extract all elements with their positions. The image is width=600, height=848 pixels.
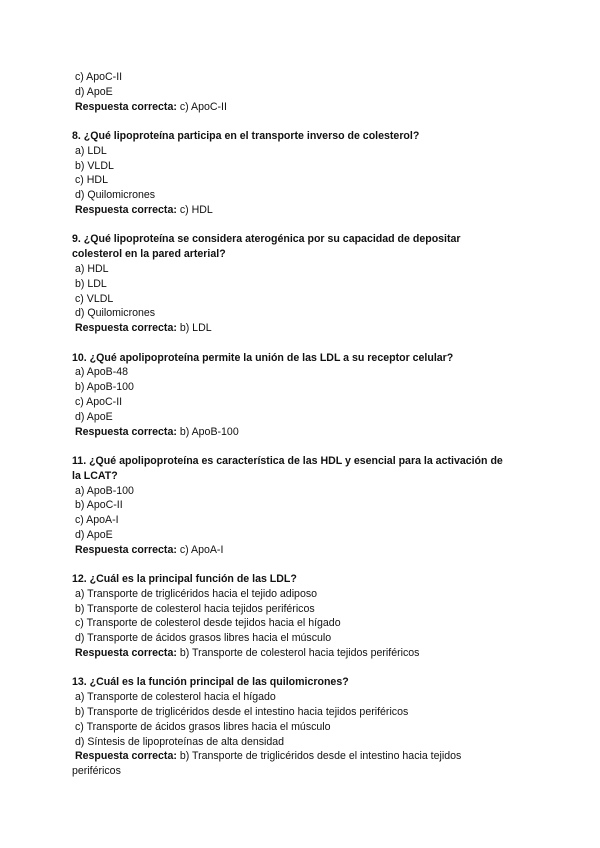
- option-d: d) Quilomicrones: [75, 189, 156, 202]
- answer-label: Respuesta correcta:: [75, 750, 177, 763]
- question-block-12: [72, 572, 528, 661]
- option-d: d) ApoE: [75, 85, 113, 98]
- answer-value: c) ApoC-II: [176, 100, 227, 113]
- question-text-continuation: colesterol en la pared arterial?: [72, 248, 226, 261]
- question-text: 10. ¿Qué apolipoproteína permite la unión de las LDL a su receptor celular?: [72, 351, 454, 364]
- correct-answer: [72, 321, 528, 336]
- question-block-11: [72, 454, 528, 558]
- option-d: d) Síntesis de lipoproteínas de alta densidad: [75, 735, 285, 748]
- option-d: d) ApoE: [75, 410, 113, 423]
- answer-value: c) HDL: [176, 203, 213, 216]
- question-block-8: [72, 129, 528, 218]
- option-d: d) Transporte de ácidos grasos libres hacia el músculo: [75, 632, 332, 645]
- answer-label: Respuesta correcta:: [75, 322, 177, 335]
- answer-value: b) ApoB-100: [176, 425, 239, 438]
- page-content: [72, 70, 528, 779]
- option-b: b) Transporte de triglicéridos desde el intestino hacia tejidos periféricos: [75, 706, 409, 719]
- correct-answer: [72, 543, 528, 558]
- option-d: d) ApoE: [75, 528, 113, 541]
- question-block-9: [72, 232, 528, 336]
- option-a: a) Transporte de colesterol hacia el hígado: [75, 691, 276, 704]
- correct-answer: [72, 749, 528, 764]
- option-a: a) LDL: [75, 144, 107, 157]
- question-text: 13. ¿Cuál es la función principal de las quilomicrones?: [72, 676, 349, 689]
- correct-answer: [72, 646, 528, 661]
- correct-answer: [72, 425, 528, 440]
- question-text: 9. ¿Qué lipoproteína se considera aterogénica por su capacidad de depositar: [72, 233, 461, 246]
- option-a: a) ApoB-100: [75, 484, 134, 497]
- option-c: c) ApoC-II: [75, 395, 123, 408]
- answer-value: b) Transporte de triglicéridos desde el intestino hacia tejidos: [176, 750, 462, 763]
- option-b: b) ApoC-II: [75, 499, 123, 512]
- option-c: c) HDL: [75, 174, 108, 187]
- answer-value-continuation: periféricos: [72, 765, 121, 778]
- option-c: c) Transporte de ácidos grasos libres hacia el músculo: [75, 720, 331, 733]
- option-c: c) VLDL: [75, 292, 114, 305]
- option-a: a) ApoB-48: [75, 366, 129, 379]
- question-text: 12. ¿Cuál es la principal función de las LDL?: [72, 573, 297, 586]
- option-b: b) Transporte de colesterol hacia tejidos periféricos: [75, 602, 315, 615]
- answer-label: Respuesta correcta:: [75, 543, 177, 556]
- question-text: 8. ¿Qué lipoproteína participa en el transporte inverso de colesterol?: [72, 129, 420, 142]
- option-d: d) Quilomicrones: [75, 307, 156, 320]
- question-block-10: [72, 351, 528, 440]
- question-block-partial: [72, 70, 528, 114]
- correct-answer: [72, 100, 528, 115]
- option-c: c) ApoC-II: [75, 71, 123, 83]
- answer-value: c) ApoA-I: [176, 543, 224, 556]
- answer-label: Respuesta correcta:: [75, 425, 177, 438]
- answer-value: b) Transporte de colesterol hacia tejidos periféricos: [176, 647, 420, 660]
- option-b: b) LDL: [75, 277, 107, 290]
- option-c: c) Transporte de colesterol desde tejidos hacia el hígado: [75, 617, 341, 630]
- correct-answer: [72, 203, 528, 218]
- answer-label: Respuesta correcta:: [75, 647, 177, 660]
- answer-value: b) LDL: [176, 322, 212, 335]
- option-a: a) Transporte de triglicéridos hacia el tejido adiposo: [75, 587, 318, 600]
- question-block-13: [72, 675, 528, 779]
- question-text-continuation: la LCAT?: [72, 469, 118, 482]
- option-c: c) ApoA-I: [75, 514, 119, 527]
- answer-label: Respuesta correcta:: [75, 100, 177, 113]
- option-b: b) VLDL: [75, 159, 114, 172]
- option-a: a) HDL: [75, 262, 109, 275]
- answer-label: Respuesta correcta:: [75, 203, 177, 216]
- option-b: b) ApoB-100: [75, 381, 134, 394]
- question-text: 11. ¿Qué apolipoproteína es característica de las HDL y esencial para la activación de: [72, 454, 503, 467]
